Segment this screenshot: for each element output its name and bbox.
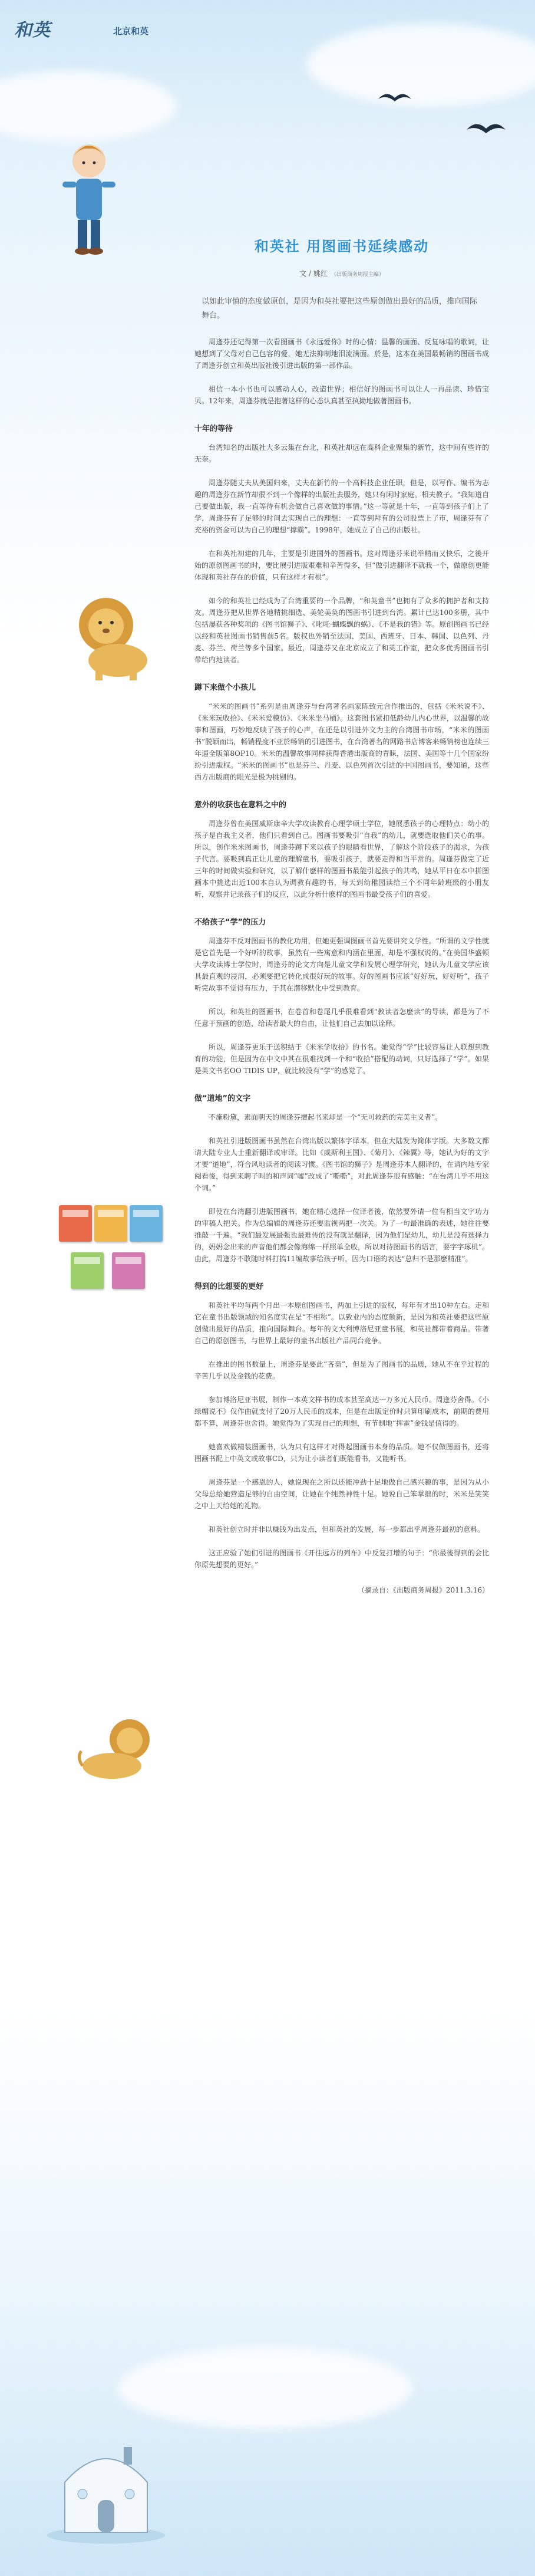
author-role: （出版商务周报主编） — [331, 272, 384, 278]
paragraph: 在推出的图书数量上，周逢芬是要此“吝啬”，但是为了图画书的品质，她从不在乎过程的辛苦几乎以及金钱的花费。 — [194, 1360, 489, 1380]
lion-illustration — [65, 590, 159, 684]
bird-icon — [377, 88, 412, 106]
page-header — [14, 11, 521, 75]
source-credit: （摘录自：《出版商务周报》2011.3.16） — [357, 1586, 489, 1594]
book-cover — [94, 1205, 127, 1242]
author: 文 / 姚红 — [299, 269, 328, 278]
cloud-decoration — [0, 71, 177, 142]
paragraph: 周逢芬不反对图画书的教化功用，但她更强调图画书首先要讲究文学性。“所谓的文学性就是它首先是一个好听的故事，虽然有一些寓意和内涵在里面，却是不强权说的。”在美国华盛顿大学攻读博士学位时，周逢芬的论文方向是儿童文学和发展心理学研究，她认为儿童文学应该具最直观的浸润，必须要把它转化成很好玩的故事。好的图画书应该“好好玩，好好听”，孩子听完故事不觉得有压力，于其在潜移默化中受到教育。 — [194, 937, 489, 992]
paragraph: 所以，周逢芬更乐于送积结于《米米学收拾》的书名。她觉得“学”比较容易让人联想到教育的功能，但是因为在中文中其在很难找到一个和“收拾”搭配的动词，只好选择了“学”。如果是英文书名OO TIDIS UP，就比较没有“学”的感觉了。 — [194, 1043, 489, 1075]
section-heading: 意外的收获也在意料之中的 — [194, 801, 287, 810]
paragraph: 周逢芬随丈夫从美国归来，丈夫在新竹的一个高科技企业任职，但是，以写作、编书为志趣的周逢芬在新竹却很不到一个像样的出版社去服务，她只有闲时家庭。相夫教子。“我知道自己要做出版，我一直等待有机会做自己喜欢做的事情。”这一等就是十年，一直等到孩子们上了学，周逢芬有了足够的时间去实现自己的理想：一直等到拜有的公司股票上了市，周逢芬有了充裕的资金可以为自己的理想“撑霸”。1998年，她成立了自己的出版社。 — [194, 479, 489, 534]
byline — [194, 268, 489, 278]
paragraph: 这正应验了她们引进的图画书《开往远方的列车》中反复打增的句子：“你最後得到的会比你原先想要的更好。” — [194, 1549, 489, 1569]
section-heading: 得到的比想要的更好 — [194, 1282, 264, 1291]
section-heading: 十年的等待 — [194, 425, 233, 433]
book-cover — [130, 1205, 163, 1242]
paragraph: 周逢芬是一个感恩的人，她说现在之所以还能冲劲十足地做自己感兴趣的事，是因为从小父母总给她营造足够的自由空间，让她在个纯然神性十足。她说自己笨掌拙的时，米米是笑笑之中上天给她的礼物。 — [194, 1478, 489, 1510]
section-heading: 蹲下来做个小孩儿 — [194, 683, 256, 692]
paragraph: 她喜欢做精装图画书，认为只有这样才对得起图画书本身的品质。她不仅做图画书，还将图画书配上中英文或故事CD，只为让小读者们既能看书，又能听书。 — [194, 1443, 489, 1463]
paragraph: 周逢芬曾在美国威斯康辛大学攻读教育心理学硕士学位，她展悉孩子的心理特点：幼小的孩子是自我主义者，他们只看到自己。图画书要吸引“自我”的幼儿，就要选取他们关心的事。所以，创作米米图画书，周逢芬蹲下来以孩子的眼睛看世界，了解这个阶段孩子的渴求，为孩子代言。要吸到真正让儿童的理解童书，要吸引孩子，就要走得和当平常的。周逢芬做完了近三年的时间做实验和研究，以了解什麽样的图画书最能引起孩子的共鸣，她从平日在本中拼图画本中挑选出近100本自认为调教有趣的书，每天到幼稚园读给三个不同年龄班级的小朋友听，观察并记录孩子们的反应，以此分析什麽样的图画书最受孩子们的喜爱。 — [194, 820, 489, 899]
paragraph: 不施粉黛，素面朝天的周逢芬擅起书来却是一个“无可救药的完美主义者”。 — [209, 1113, 442, 1121]
article-title: 和英社 用图画书延续感动 — [254, 238, 430, 255]
book-cover — [112, 1252, 145, 1289]
lion-illustration — [77, 1710, 159, 1787]
cloud-decoration — [118, 2347, 412, 2429]
paragraph: 即使在台湾翻引进版图画书，她在精心选择一位译者後，依然要外请一位有相当文字功力的审稿人把关。作为总编辑的周逢芬还要监视两把一次关。为了一句最准确的表述，她往往要推敲一千遍。“我们最发展最强也最难传的没有就是翻译，因为他们是幼儿，幼儿是没有选择力的，妈妈念出来的声音他们都会像海绵一样照单全收，所以对待图画书的语言，要字字琢机”。由此，周逢芬不敢随时料打搞11编故事给孩子听，因为口语的表达“总归不是那麽精准”。 — [194, 1208, 489, 1263]
paragraph: 相信一本小书也可以感动人心，改造世界；相信好的图画书可以让人一再品读、珍惜宝贝。12年来，周逢芬就是抱著这样的心态认真甚至执拗地做著图画书。 — [194, 385, 489, 405]
paragraph: “米米的图画书”系列是由周逢芬与台湾著名画家陈致元合作推出的，包括《米米说不》、《米米玩收拾》、《米米爱模仿》、《米米坐马桶》。这套图书紧扣低龄幼儿内心世界，以温馨的故事和图画，巧妙地反映了孩子的心声，在还是以引进外文为主的台湾图书市场，“米米的图画书”脱颖而出，畅销程度不亚於畅销的引进图书，在台湾著名的网路书店博客来畅销榜也连续三年逼全版第8OP10。米米的温馨故事同样获得香港出版商的青睐，法国、美国等十几个国家纷纷引进版权。“米米的图画书”也是芬兰、丹麦、以色列首次引进的中国图画书，要知道，这些西方出版商的眼光是极为挑剔的。 — [194, 702, 489, 781]
logo-subtitle: 北京和英 — [113, 26, 149, 37]
paragraph: 台湾知名的出版社大多云集在台北，和英社却远在高科企业聚集的新竹，这中间有些许的无奈。 — [194, 443, 489, 463]
bird-icon — [465, 118, 507, 138]
book-covers — [59, 1193, 177, 1341]
article — [194, 235, 489, 1595]
paragraph: 和英社平均每两个月出一本原创图画书，两加上引进的版权，每年有才出10种左右。走和它在童书出版领域的知名度实在是“不相称”。以致业内的态度颇新，是因为和英社要把这些原创做出最好的品质，推向国际舞台。每年的文大利博洛尼亚童书展，和英社都带着商品。带著自己的原创图书，与世界上最好的童书出版社产品同台竞争。 — [194, 1301, 489, 1345]
paragraph: 所以，和英社的图画书，在卷首和卷尾几乎很难看到“教读者怎麽读”的导读，都是为了不任意干预画的创造，给读者最大的自由，让他们自己去加以诠释。 — [194, 1008, 489, 1028]
lead-paragraph: 以如此审慎的态度做原创，是因为和英社要把这些原创做出最好的品质，推向国际舞台。 — [202, 297, 478, 320]
paragraph: 参加博洛尼亚书展，制作一本英文样书的成本甚至高达一万多元人民币。周逢芬舍得。《小绿帽说不》仅作曲就支付了20万人民币的成本，但是在出版定价时只算印刷成本，前期的费用都不算，周逢芬也舍得。她觉得为了实现自己的理想，有节制地“挥霍”金钱是值得的。 — [194, 1396, 489, 1427]
section-heading: 做“道地”的文字 — [194, 1094, 251, 1103]
book-cover — [59, 1205, 92, 1242]
house-illustration — [41, 2429, 171, 2547]
child-illustration — [57, 134, 121, 264]
logo[interactable]: 和英 — [14, 20, 51, 41]
paragraph: 如今的和英社已经成为了台湾重要的一个品牌，“和英童书”也拥有了众多的拥护者和支持友。周逢芬把从世界各地精挑细选、美轮美奂的图画书引进到台湾。累计已达100多册，其中包括屡获各种奖项的《图书馆狮子》、《叱吒·蝴蝶飘的蜗》、《不是我的错》等。原创图画书已经以经和英社图画书销售前5名。版权也外销至法国、美国、西班牙、日本、韩国、以色列、丹麦、芬兰、荷兰等多个国家。最近，周逢芬又在北京成立了和英工作室，把众多优秀图画书引带给内地读者。 — [194, 597, 489, 664]
paragraph: 和英社创立时并非以赚钱为出发点，但和英社的发展，每一步都出乎周逢芬最初的意料。 — [209, 1525, 485, 1534]
paragraph: 和英社引进版图画书虽然在台湾出版以繁体字译本，但在大陆发为简体字版。大多数文都请大陆专业人士重新翻译或审译。比如《威斯利王国》、《菊月》、《辣翼》等，她认为好的文字才要“道地”，符合风地读者的阅读习惯。《图书馆的狮子》是周逢芬本人翻译的，在请内地专家阅看後，得到来聘子叫的和声词“嘘”改成了“嘶嘶”，对此周逢芬很有感触：“在台湾几乎不用这个词。” — [194, 1137, 489, 1192]
section-heading: 不给孩子“学”的压力 — [194, 918, 266, 927]
book-cover — [71, 1252, 104, 1289]
paragraph: 在和英社初建的几年，主要是引进国外的图画书。这对周逢芬来说举精而又快乐，之後开始的原创图画书的时，要比展引进版艰难和辛苦得多，但“做引进翻译不就我一个，做原创更能体现和英社存在的价值，只有这样才有根”。 — [194, 550, 489, 581]
paragraph: 周逢芬还记得第一次看图画书《永远爱你》时的心情：温馨的画面、反复咏唱的歌词，让她想到了父母对自己包容的爱，她无法抑制地泪流满面。於是，这本在美国最畅销的图画书成了周逢芬创立和英出版社後引进出版的第一部作品。 — [194, 338, 489, 370]
